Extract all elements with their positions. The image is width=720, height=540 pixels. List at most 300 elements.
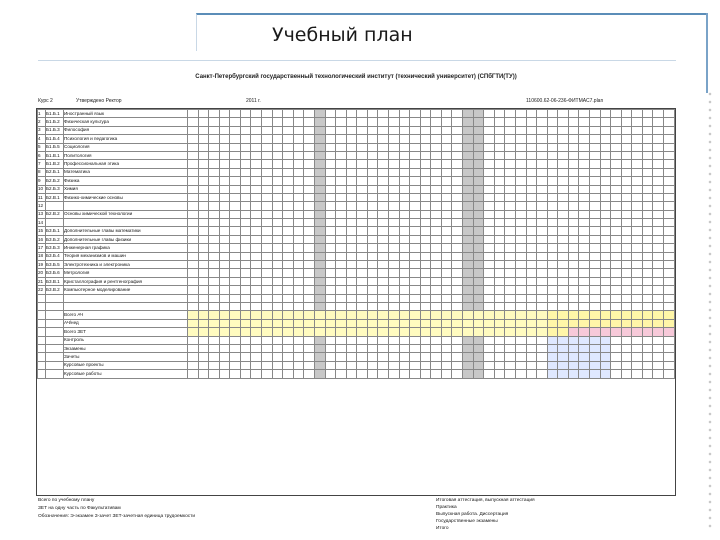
table-cell [209,319,220,327]
table-cell [441,160,452,168]
table-cell [293,118,304,126]
table-cell [484,302,495,310]
table-cell [304,126,315,134]
table-cell [336,302,347,310]
table-cell [611,277,622,285]
table-cell [431,286,442,294]
table-cell [378,269,389,277]
table-cell [293,227,304,235]
table-cell [198,143,209,151]
table-cell [515,361,526,369]
table-cell [589,227,600,235]
table-cell [611,370,622,378]
row-discipline: Зачеты [64,353,188,361]
table-cell [219,227,230,235]
table-cell [494,219,505,227]
table-cell [314,168,325,176]
table-cell [304,336,315,344]
table-cell [188,193,199,201]
table-cell [515,202,526,210]
table-cell [589,202,600,210]
table-cell [283,219,294,227]
table-cell [568,328,579,336]
table-cell [367,227,378,235]
table-cell [611,344,622,352]
table-cell [568,235,579,243]
table-cell [304,277,315,285]
table-cell [262,235,273,243]
table-row [38,143,675,151]
table-cell [420,244,431,252]
table-cell [219,302,230,310]
table-cell [209,118,220,126]
table-cell [240,160,251,168]
table-cell [558,210,569,218]
table-cell [314,319,325,327]
table-cell [198,135,209,143]
table-cell [410,110,421,118]
table-cell [272,126,283,134]
row-discipline: АЧ/нед [64,319,188,327]
table-cell [325,294,336,302]
table-cell [653,311,664,319]
table-cell [579,269,590,277]
table-cell [325,227,336,235]
table-cell [251,118,262,126]
table-cell [611,110,622,118]
table-cell [473,135,484,143]
table-cell [568,344,579,352]
table-cell [336,319,347,327]
table-cell [420,151,431,159]
table-cell [653,168,664,176]
table-cell [452,244,463,252]
table-cell [325,118,336,126]
table-cell [283,168,294,176]
table-cell [357,294,368,302]
table-cell [336,177,347,185]
table-cell [600,277,611,285]
table-cell [664,370,675,378]
table-cell [505,110,516,118]
table-cell [262,252,273,260]
table-cell [230,311,241,319]
table-cell [188,126,199,134]
row-discipline: Профессиональная этика [64,160,188,168]
table-cell [346,235,357,243]
table-cell [399,193,410,201]
table-cell [431,370,442,378]
table-cell [632,261,643,269]
table-cell [304,361,315,369]
table-cell [473,328,484,336]
table-cell [262,361,273,369]
table-cell [473,202,484,210]
table-cell [505,227,516,235]
table-cell [642,286,653,294]
table-cell [188,311,199,319]
table-cell [441,328,452,336]
table-cell [579,277,590,285]
table-cell [410,135,421,143]
row-number: 22 [38,286,46,294]
table-cell [463,294,474,302]
table-cell [494,126,505,134]
table-cell [378,261,389,269]
table-cell [431,294,442,302]
table-cell [251,361,262,369]
table-cell [325,135,336,143]
table-cell [653,319,664,327]
table-cell [431,319,442,327]
table-cell [188,294,199,302]
table-cell [558,244,569,252]
table-cell [568,193,579,201]
table-cell [653,286,664,294]
table-cell [198,353,209,361]
table-cell [463,210,474,218]
table-cell [589,302,600,310]
table-cell [272,294,283,302]
plan-code: 110600.62-06-236-ФИТМАС7.plan [526,98,604,104]
table-cell [198,328,209,336]
table-cell [473,336,484,344]
table-cell [230,193,241,201]
table-cell [336,210,347,218]
table-cell [611,286,622,294]
table-cell [230,168,241,176]
table-row [38,311,675,319]
table-cell [568,353,579,361]
table-cell [547,110,558,118]
table-cell [664,252,675,260]
table-cell [621,302,632,310]
table-cell [494,151,505,159]
table-cell [283,302,294,310]
table-cell [452,302,463,310]
table-row [38,235,675,243]
table-cell [272,244,283,252]
table-cell [431,143,442,151]
table-cell [336,353,347,361]
table-cell [198,151,209,159]
table-cell [505,302,516,310]
table-cell [367,302,378,310]
table-cell [579,160,590,168]
table-cell [304,185,315,193]
table-cell [537,210,548,218]
row-code [46,311,64,319]
approval-label: Утверждено Ректор [76,98,122,104]
decorative-dots [706,90,714,530]
table-cell [452,110,463,118]
table-cell [251,210,262,218]
table-cell [346,286,357,294]
row-number: 6 [38,151,46,159]
table-cell [589,168,600,176]
table-cell [367,319,378,327]
table-cell [463,344,474,352]
table-cell [452,353,463,361]
table-cell [664,328,675,336]
table-cell [537,269,548,277]
table-cell [346,219,357,227]
table-cell [230,319,241,327]
table-cell [494,118,505,126]
table-cell [431,361,442,369]
table-cell [336,202,347,210]
table-cell [653,143,664,151]
table-row [38,261,675,269]
table-cell [378,110,389,118]
table-cell [272,151,283,159]
table-cell [325,210,336,218]
table-cell [283,286,294,294]
table-cell [272,185,283,193]
table-cell [484,286,495,294]
table-cell [515,269,526,277]
table-cell [399,294,410,302]
table-cell [653,302,664,310]
table-cell [526,110,537,118]
table-cell [473,269,484,277]
table-row [38,227,675,235]
table-cell [494,185,505,193]
table-cell [219,202,230,210]
table-cell [463,185,474,193]
table-cell [399,319,410,327]
table-cell [346,110,357,118]
table-cell [621,193,632,201]
table-cell [336,151,347,159]
row-discipline: Политология [64,151,188,159]
table-cell [325,168,336,176]
table-cell [452,193,463,201]
table-cell [505,294,516,302]
table-cell [378,160,389,168]
table-cell [653,235,664,243]
table-cell [452,151,463,159]
table-cell [642,361,653,369]
table-cell [452,177,463,185]
table-cell [399,370,410,378]
table-cell [600,269,611,277]
table-cell [314,193,325,201]
table-cell [494,261,505,269]
table-cell [293,344,304,352]
table-cell [283,244,294,252]
table-cell [420,261,431,269]
table-cell [367,135,378,143]
table-cell [209,361,220,369]
row-number: 5 [38,143,46,151]
table-cell [399,219,410,227]
table-cell [314,177,325,185]
table-cell [537,319,548,327]
table-cell [378,328,389,336]
table-cell [325,277,336,285]
table-cell [484,126,495,134]
table-cell [325,143,336,151]
table-cell [209,311,220,319]
table-cell [399,252,410,260]
table-cell [219,177,230,185]
table-cell [653,135,664,143]
table-cell [600,286,611,294]
table-cell [410,261,421,269]
table-cell [526,344,537,352]
table-cell [579,193,590,201]
table-cell [410,244,421,252]
table-cell [589,244,600,252]
table-cell [420,177,431,185]
table-cell [621,244,632,252]
table-cell [589,277,600,285]
table-cell [378,277,389,285]
table-row [38,344,675,352]
table-cell [505,261,516,269]
table-cell [410,219,421,227]
table-cell [420,110,431,118]
table-cell [325,344,336,352]
table-cell [473,160,484,168]
table-cell [399,135,410,143]
table-cell [251,302,262,310]
table-cell [558,135,569,143]
table-cell [579,210,590,218]
table-cell [251,177,262,185]
table-cell [388,235,399,243]
table-cell [230,370,241,378]
table-cell [283,160,294,168]
table-cell [621,269,632,277]
table-cell [388,302,399,310]
table-cell [272,286,283,294]
table-cell [367,261,378,269]
table-cell [293,353,304,361]
table-cell [515,344,526,352]
table-cell [484,311,495,319]
table-cell [664,277,675,285]
table-cell [325,302,336,310]
table-cell [367,269,378,277]
table-cell [568,261,579,269]
table-cell [653,336,664,344]
table-cell [431,302,442,310]
table-cell [314,361,325,369]
table-cell [494,302,505,310]
table-cell [304,177,315,185]
table-cell [473,110,484,118]
table-cell [642,353,653,361]
table-cell [314,294,325,302]
row-code: Б2.Б.3 [46,185,64,193]
table-cell [251,185,262,193]
table-cell [336,185,347,193]
row-discipline: Иностранный язык [64,110,188,118]
table-cell [515,244,526,252]
table-cell [420,202,431,210]
table-cell [314,344,325,352]
table-row [38,370,675,378]
table-cell [537,118,548,126]
table-cell [219,118,230,126]
table-cell [568,252,579,260]
table-cell [336,168,347,176]
table-cell [283,202,294,210]
table-cell [357,336,368,344]
table-cell [463,160,474,168]
table-cell [262,328,273,336]
table-cell [642,110,653,118]
table-cell [621,110,632,118]
table-cell [410,319,421,327]
table-cell [230,202,241,210]
table-cell [420,353,431,361]
table-cell [357,118,368,126]
table-cell [632,193,643,201]
table-cell [378,235,389,243]
row-code [46,294,64,302]
table-cell [378,311,389,319]
table-cell [188,219,199,227]
table-cell [399,353,410,361]
table-cell [664,294,675,302]
table-cell [325,110,336,118]
table-cell [198,202,209,210]
table-cell [632,177,643,185]
table-cell [399,110,410,118]
table-cell [240,235,251,243]
table-cell [209,143,220,151]
table-cell [579,202,590,210]
table-cell [452,118,463,126]
footer-attestation: Итоговая аттестация, выпускная аттестация [436,498,535,503]
table-cell [558,151,569,159]
table-cell [621,311,632,319]
table-cell [473,177,484,185]
table-cell [473,261,484,269]
table-cell [568,227,579,235]
table-cell [378,118,389,126]
table-cell [230,185,241,193]
table-cell [357,269,368,277]
table-cell [198,319,209,327]
table-cell [642,344,653,352]
table-cell [293,252,304,260]
table-cell [399,328,410,336]
table-cell [473,244,484,252]
table-cell [473,252,484,260]
table-cell [600,361,611,369]
table-cell [325,126,336,134]
table-cell [621,344,632,352]
table-cell [558,311,569,319]
table-cell [219,344,230,352]
table-cell [494,143,505,151]
table-cell [346,135,357,143]
table-cell [388,370,399,378]
table-cell [357,160,368,168]
table-cell [357,202,368,210]
table-cell [568,336,579,344]
table-cell [463,193,474,201]
table-cell [463,151,474,159]
table-cell [515,302,526,310]
table-cell [621,210,632,218]
table-cell [357,219,368,227]
table-cell [272,227,283,235]
